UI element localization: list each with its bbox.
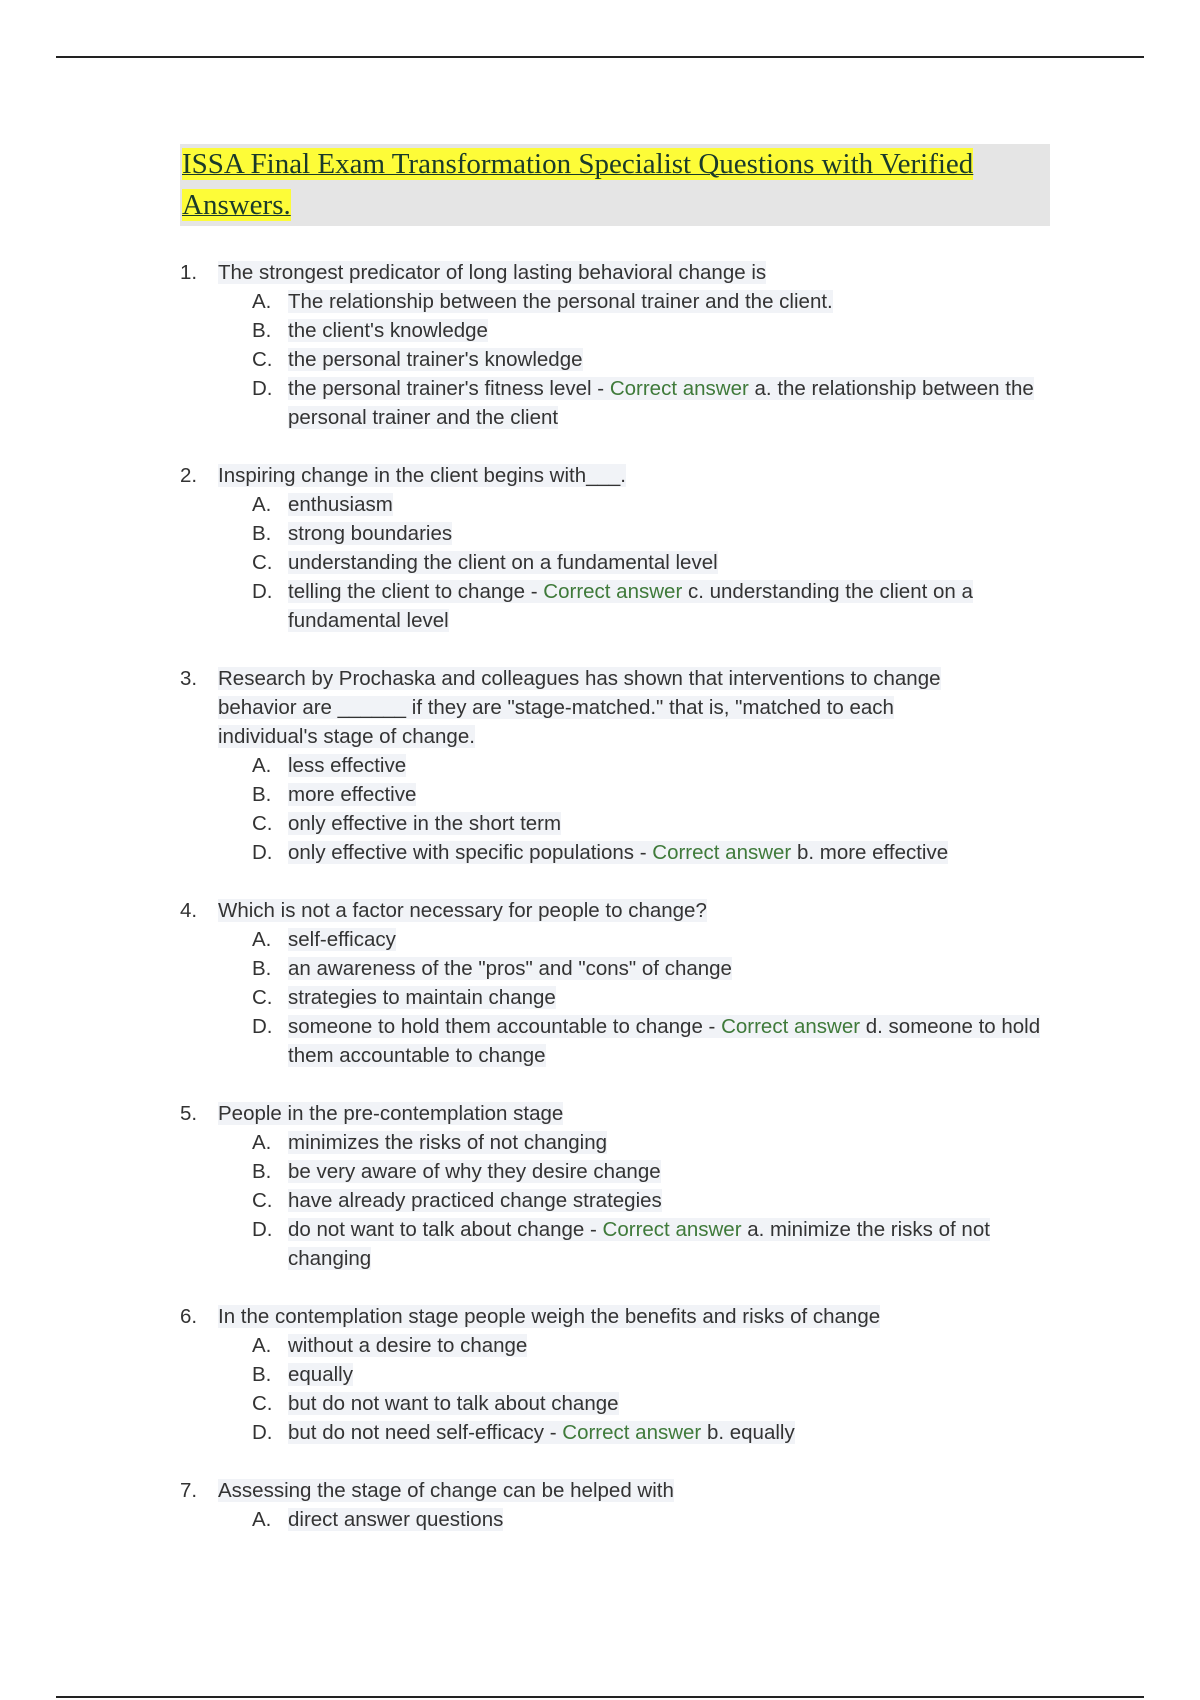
option-body [288, 1128, 1060, 1157]
option-letter: A. [252, 493, 272, 516]
question-text-wrap [218, 1476, 988, 1505]
option-letter: A. [252, 1508, 272, 1531]
option-body [288, 983, 1060, 1012]
option-body [288, 287, 1060, 316]
option-letter: B. [252, 1363, 272, 1386]
question-text-wrap [218, 1099, 988, 1128]
option-text: do not want to talk about change - [288, 1218, 603, 1241]
question-item [180, 461, 1060, 635]
question-text-wrap [218, 1302, 988, 1331]
correct-answer-text: a. minimize the risks of not changing [288, 1218, 990, 1270]
correct-answer-text: b. equally [701, 1421, 795, 1444]
option-text-highlight [288, 812, 561, 835]
question-stem [180, 461, 1060, 490]
option-body [288, 1186, 1060, 1215]
option-text: be very aware of why they desire change [288, 1160, 661, 1183]
answer-option [252, 954, 1060, 983]
correct-answer-label: Correct answer [562, 1421, 702, 1444]
option-text-highlight [288, 754, 406, 777]
option-body [288, 809, 1060, 838]
answer-option [252, 983, 1060, 1012]
option-letter: B. [252, 319, 272, 342]
answer-option [252, 1128, 1060, 1157]
question-text: Assessing the stage of change can be helped with [218, 1479, 674, 1502]
option-body [288, 316, 1060, 345]
option-text-highlight [288, 1218, 990, 1270]
answer-option [252, 548, 1060, 577]
answer-option [252, 780, 1060, 809]
option-text-highlight [288, 783, 416, 806]
question-number: 5. [180, 1102, 198, 1125]
option-text-highlight [288, 1160, 661, 1183]
question-stem [180, 258, 1060, 287]
option-text-highlight [288, 986, 556, 1009]
option-text: but do not want to talk about change [288, 1392, 619, 1415]
option-body [288, 519, 1060, 548]
question-item [180, 896, 1060, 1070]
answer-option [252, 374, 1060, 432]
option-letter: D. [252, 841, 273, 864]
option-body [288, 954, 1060, 983]
option-list [180, 1505, 1060, 1534]
question-stem [180, 1302, 1060, 1331]
option-text: the personal trainer's fitness level - [288, 377, 610, 400]
option-text-highlight [288, 1421, 795, 1444]
option-text-highlight [288, 551, 718, 574]
option-body [288, 1360, 1060, 1389]
answer-option [252, 1186, 1060, 1215]
question-number: 2. [180, 464, 198, 487]
question-text: The strongest predicator of long lasting behavioral change is [218, 261, 767, 284]
answer-option [252, 1157, 1060, 1186]
option-list [180, 1128, 1060, 1273]
answer-option [252, 838, 1060, 867]
option-text: more effective [288, 783, 417, 806]
question-stem [180, 1099, 1060, 1128]
correct-answer-label: Correct answer [652, 841, 792, 864]
option-body [288, 548, 1060, 577]
question-text-wrap [218, 258, 988, 287]
option-body [288, 374, 1060, 432]
page-top-rule [56, 56, 1144, 58]
option-letter: B. [252, 783, 272, 806]
question-text: Research by Prochaska and colleagues has shown that interventions to change behavior are ______ if they are "stage-matched." that is, "matched to each individual's stage of change. [218, 667, 941, 748]
title-block [180, 144, 1050, 226]
option-text: The relationship between the personal trainer and the client. [288, 290, 833, 313]
option-list [180, 751, 1060, 867]
option-text: only effective with specific populations - [288, 841, 653, 864]
option-letter: B. [252, 957, 272, 980]
page-bottom-rule [56, 1696, 1144, 1698]
correct-answer-text: d. someone to hold them accountable to change [288, 1015, 1041, 1067]
document-title [180, 144, 1050, 226]
option-body [288, 838, 1060, 867]
correct-answer-text: c. understanding the client on a fundamental level [288, 580, 973, 632]
option-text: equally [288, 1363, 353, 1386]
question-text: In the contemplation stage people weigh the benefits and risks of change [218, 1305, 881, 1328]
option-letter: B. [252, 1160, 272, 1183]
option-list [180, 1331, 1060, 1447]
option-letter: A. [252, 1334, 272, 1357]
option-body [288, 1012, 1060, 1070]
option-text-highlight [288, 580, 973, 632]
document-title-text: ISSA Final Exam Transformation Specialist Questions with Verified Answers. [182, 148, 974, 221]
answer-option [252, 809, 1060, 838]
answer-option [252, 1389, 1060, 1418]
option-letter: C. [252, 551, 273, 574]
option-letter: A. [252, 1131, 272, 1154]
option-letter: A. [252, 928, 272, 951]
option-text-highlight [288, 957, 732, 980]
option-body [288, 1418, 1060, 1447]
option-text-highlight [288, 1508, 503, 1531]
answer-option [252, 751, 1060, 780]
answer-option [252, 1331, 1060, 1360]
option-text: the client's knowledge [288, 319, 488, 342]
question-item [180, 664, 1060, 867]
option-text: have already practiced change strategies [288, 1189, 662, 1212]
question-stem [180, 1476, 1060, 1505]
option-text-highlight [288, 928, 396, 951]
correct-answer-label: Correct answer [721, 1015, 861, 1038]
answer-option [252, 1360, 1060, 1389]
option-body [288, 1331, 1060, 1360]
question-text: Which is not a factor necessary for people to change? [218, 899, 707, 922]
option-text-highlight [288, 1131, 607, 1154]
option-text: without a desire to change [288, 1334, 528, 1357]
option-text-highlight [288, 841, 948, 864]
option-text: strategies to maintain change [288, 986, 556, 1009]
question-number: 4. [180, 899, 198, 922]
option-text-highlight [288, 1334, 527, 1357]
correct-answer-label: Correct answer [543, 580, 683, 603]
option-body [288, 1157, 1060, 1186]
question-stem [180, 664, 1060, 751]
option-body [288, 1215, 1060, 1273]
correct-answer-text: b. more effective [791, 841, 949, 864]
option-body [288, 925, 1060, 954]
correct-answer-text: a. the relationship between the personal trainer and the client [288, 377, 1034, 429]
option-text: the personal trainer's knowledge [288, 348, 583, 371]
answer-option [252, 1215, 1060, 1273]
answer-option [252, 577, 1060, 635]
option-text: direct answer questions [288, 1508, 504, 1531]
question-number: 3. [180, 667, 198, 690]
option-text: but do not need self-efficacy - [288, 1421, 563, 1444]
answer-option [252, 519, 1060, 548]
question-number: 6. [180, 1305, 198, 1328]
answer-option [252, 345, 1060, 374]
option-text: enthusiasm [288, 493, 393, 516]
question-item [180, 258, 1060, 432]
option-letter: D. [252, 1421, 273, 1444]
correct-answer-label: Correct answer [602, 1218, 742, 1241]
answer-option [252, 925, 1060, 954]
option-text-highlight [288, 290, 833, 313]
question-text: People in the pre-contemplation stage [218, 1102, 564, 1125]
option-body [288, 751, 1060, 780]
option-text-highlight [288, 1189, 662, 1212]
option-text: someone to hold them accountable to change - [288, 1015, 722, 1038]
option-list [180, 287, 1060, 432]
option-list [180, 490, 1060, 635]
question-list [180, 258, 1060, 1563]
option-letter: C. [252, 1392, 273, 1415]
question-stem [180, 896, 1060, 925]
question-number: 1. [180, 261, 198, 284]
option-text: only effective in the short term [288, 812, 562, 835]
option-letter: C. [252, 812, 273, 835]
option-text: self-efficacy [288, 928, 396, 951]
option-letter: C. [252, 1189, 273, 1212]
option-letter: C. [252, 348, 273, 371]
option-text-highlight [288, 1392, 619, 1415]
option-body [288, 1505, 1060, 1534]
option-letter: D. [252, 1015, 273, 1038]
correct-answer-label: Correct answer [609, 377, 749, 400]
option-list [180, 925, 1060, 1070]
option-text-highlight [288, 377, 1034, 429]
option-text-highlight [288, 1015, 1040, 1067]
option-text: less effective [288, 754, 407, 777]
answer-option [252, 1418, 1060, 1447]
option-text: an awareness of the "pros" and "cons" of change [288, 957, 732, 980]
question-item [180, 1476, 1060, 1534]
option-letter: D. [252, 1218, 273, 1241]
question-item [180, 1302, 1060, 1447]
option-body [288, 490, 1060, 519]
option-letter: A. [252, 754, 272, 777]
option-letter: D. [252, 580, 273, 603]
option-text-highlight [288, 522, 452, 545]
question-text-wrap [218, 896, 988, 925]
answer-option [252, 490, 1060, 519]
option-text-highlight [288, 319, 488, 342]
option-letter: A. [252, 290, 272, 313]
option-text-highlight [288, 1363, 353, 1386]
answer-option [252, 316, 1060, 345]
question-text-wrap [218, 461, 988, 490]
question-text-wrap [218, 664, 988, 751]
option-text-highlight [288, 348, 583, 371]
option-text: minimizes the risks of not changing [288, 1131, 608, 1154]
option-letter: C. [252, 986, 273, 1009]
question-number: 7. [180, 1479, 198, 1502]
option-text-highlight [288, 493, 393, 516]
option-letter: B. [252, 522, 272, 545]
answer-option [252, 1505, 1060, 1534]
option-letter: D. [252, 377, 273, 400]
question-item [180, 1099, 1060, 1273]
question-text: Inspiring change in the client begins with___. [218, 464, 626, 487]
option-body [288, 577, 1060, 635]
answer-option [252, 1012, 1060, 1070]
option-body [288, 345, 1060, 374]
option-body [288, 780, 1060, 809]
option-body [288, 1389, 1060, 1418]
option-text: telling the client to change - [288, 580, 544, 603]
option-text: strong boundaries [288, 522, 453, 545]
option-text: understanding the client on a fundamental level [288, 551, 718, 574]
answer-option [252, 287, 1060, 316]
